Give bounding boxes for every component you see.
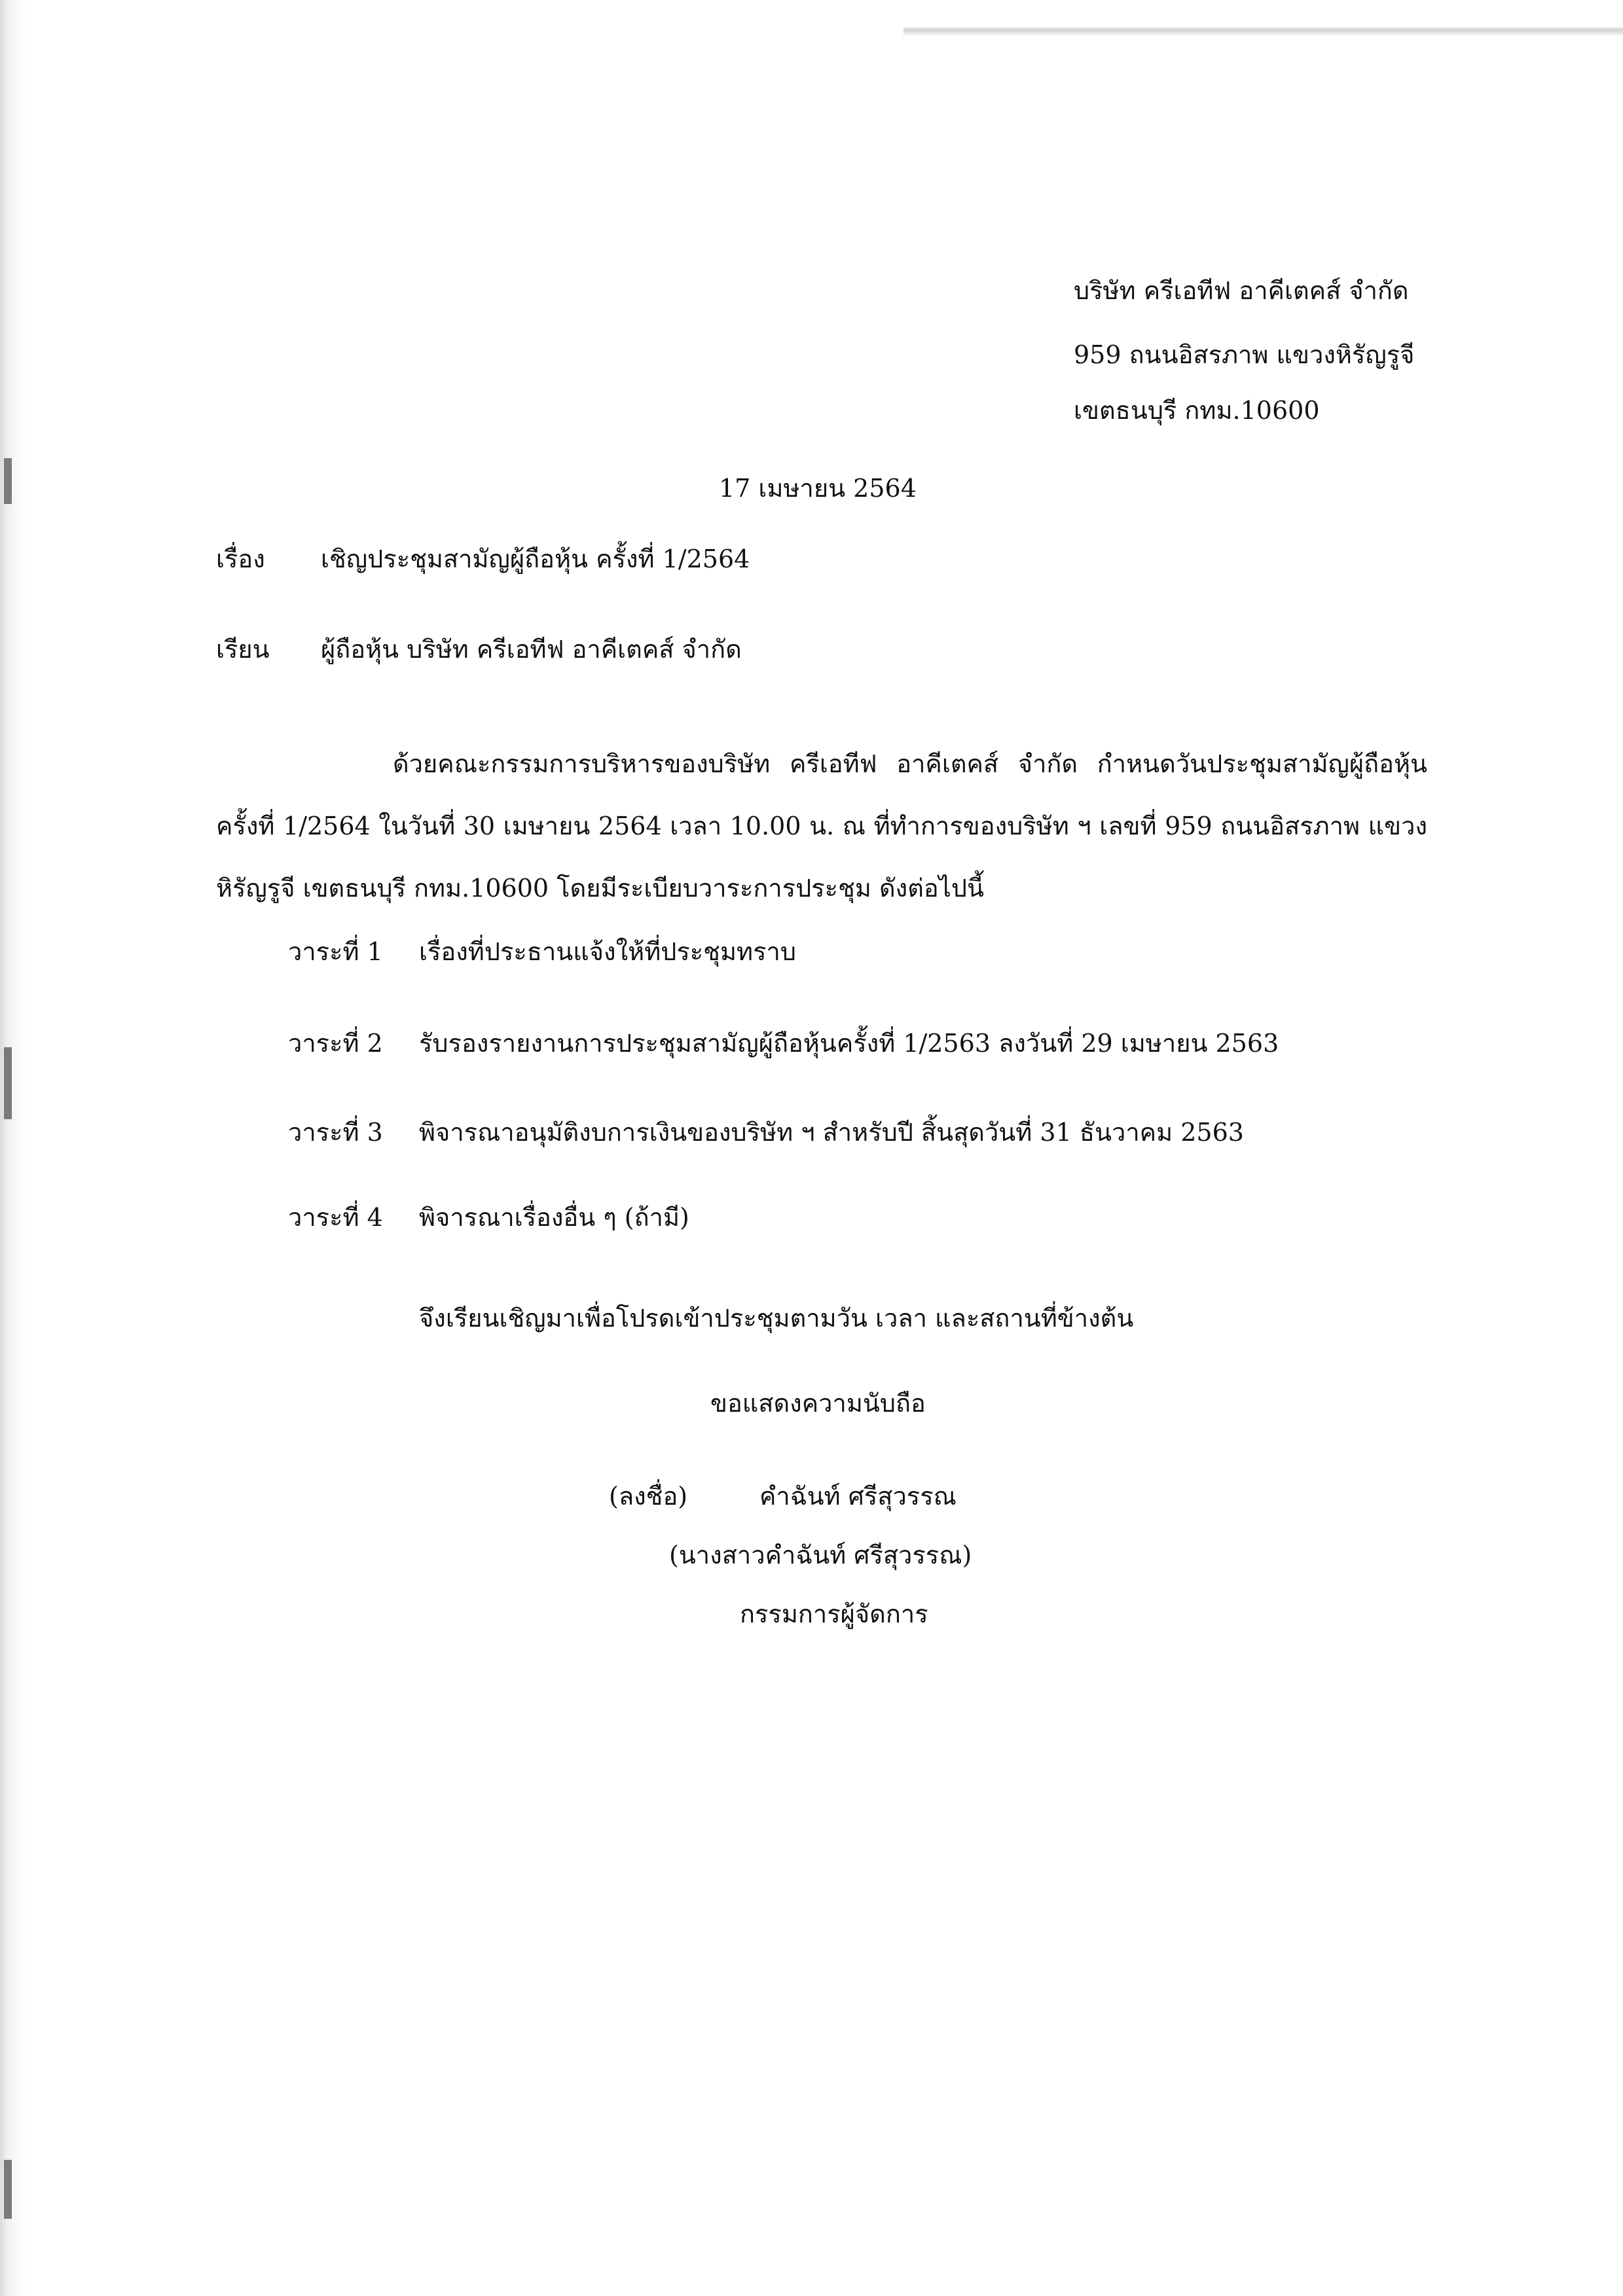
- sender-address-line1: 959 ถนนอิสรภาพ แขวงหิรัญรูจี: [1074, 340, 1415, 369]
- scan-edge-left: [0, 0, 26, 2296]
- signer-full-name: (นางสาวคำฉันท์ ศรีสุวรรณ): [669, 1541, 972, 1570]
- sender-company: บริษัท ครีเอทีฟ อาคีเตคส์ จำกัด: [1074, 276, 1409, 305]
- signer-position: กรรมการผู้จัดการ: [740, 1600, 928, 1628]
- agenda-text: พิจารณาเรื่องอื่น ๆ (ถ้ามี): [419, 1203, 689, 1232]
- letter-date: 17 เมษายน 2564: [719, 474, 917, 503]
- sender-address-line2: เขตธนบุรี กทม.10600: [1074, 396, 1320, 425]
- sign-label: (ลงชื่อ): [609, 1482, 688, 1511]
- subject-label: เรื่อง: [216, 545, 265, 573]
- scan-edge-top: [903, 26, 1623, 37]
- scan-mark: [4, 2160, 12, 2219]
- agenda-text: พิจารณาอนุมัติงบการเงินของบริษัท ฯ สำหรับปี สิ้นสุดวันที่ 31 ธันวาคม 2563: [419, 1118, 1244, 1147]
- agenda-text: เรื่องที่ประธานแจ้งให้ที่ประชุมทราบ: [419, 937, 796, 966]
- agenda-item: [288, 1117, 1244, 1148]
- agenda-item: [288, 1202, 689, 1233]
- recipient-text: ผู้ถือหุ้น บริษัท ครีเอทีฟ อาคีเตคส์ จำกัด: [321, 635, 742, 664]
- subject-text: เชิญประชุมสามัญผู้ถือหุ้น ครั้งที่ 1/2564: [321, 545, 750, 573]
- agenda-number: วาระที่ 2: [288, 1029, 383, 1058]
- regards: ขอแสดงความนับถือ: [710, 1389, 926, 1418]
- agenda-text: รับรองรายงานการประชุมสามัญผู้ถือหุ้นครั้งที่ 1/2563 ลงวันที่ 29 เมษายน 2563: [419, 1029, 1279, 1058]
- scan-mark: [4, 458, 12, 504]
- agenda-item: [288, 936, 796, 967]
- subject-line: [216, 543, 750, 575]
- agenda-item: [288, 1028, 1279, 1059]
- signed-name: คำฉันท์ ศรีสุวรรณ: [759, 1482, 957, 1511]
- scan-mark: [4, 1047, 12, 1119]
- agenda-number: วาระที่ 3: [288, 1118, 383, 1147]
- agenda-number: วาระที่ 4: [288, 1203, 383, 1232]
- closing-line: จึงเรียนเชิญมาเพื่อโปรดเข้าประชุมตามวัน เวลา และสถานที่ข้างต้น: [419, 1304, 1134, 1333]
- body-paragraph: ด้วยคณะกรรมการบริหารของบริษัท ครีเอทีฟ อาคีเตคส์ จำกัด กำหนดวันประชุมสามัญผู้ถือหุ้น ครั้งที่ 1/2564 ในวันที่ 30 เมษายน 2564 เวลา 10.00 น. ณ ที่ทำการของบริษัท ฯ เลขที่ 959 ถนนอิสรภาพ แขวงหิรัญรูจี เขตธนบุรี กทม.10600 โดยมีระเบียบวาระการประชุม ดังต่อไปนี้: [216, 749, 1427, 903]
- agenda-number: วาระที่ 1: [288, 937, 383, 966]
- recipient-line: [216, 634, 742, 665]
- recipient-label: เรียน: [216, 635, 270, 664]
